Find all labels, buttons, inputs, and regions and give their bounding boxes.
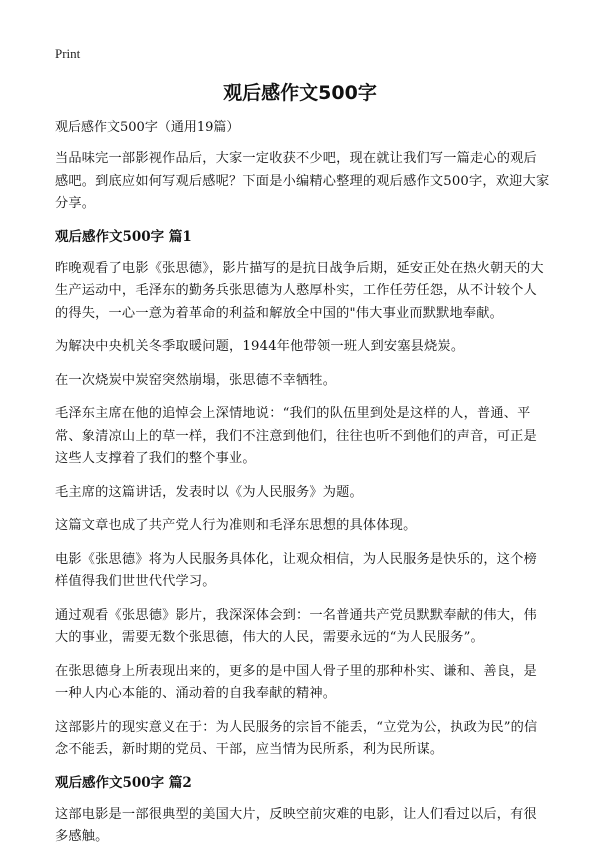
paragraph: 这部影片的现实意义在于：为人民服务的宗旨不能丢，“立党为公，执政为民”的信念不能丢，新时期的党员、干部，应当情为民所系，利为民所谋。 [55,719,538,757]
paragraph: 通过观看《张思德》影片，我深深体会到：一名普通共产党员默默奉献的伟大，伟大的事业，需要无数个张思德，伟大的人民，需要永远的“为人民服务”。 [55,607,537,645]
article-body [55,118,550,860]
paragraph: 电影《张思德》将为人民服务具体化，让观众相信，为人民服务是快乐的，这个榜样值得我们世世代代学习。 [55,551,537,589]
paragraph: 为解决中央机关冬季取暖问题，1944年他带领一班人到安塞县烧炭。 [55,339,465,354]
paragraph: 毛泽东主席在他的追悼会上深情地说：“我们的队伍里到处是这样的人，普通、平常、象清凉山上的草一样，我们不注意到他们，往往也听不到他们的声音，可正是这些人支撑着了我们的整个事业。 [55,406,537,466]
print-link[interactable]: Print [55,46,81,61]
page-title: 观后感作文500字 [223,82,377,104]
section-heading: 观后感作文500字 篇1 [55,228,192,245]
paragraph: 昨晚观看了电影《张思德》，影片描写的是抗日战争后期，延安正处在热火朝天的大生产运动中，毛泽东的勤务兵张思德为人憨厚朴实，工作任劳任怨，从不计较个人的得失，一心一意为着革命的利益和解放全中国的"伟大事业而默默地奉献。 [55,260,544,321]
article-subtitle: 观后感作文500字（通用19篇） [55,120,240,135]
paragraph: 这部电影是一部很典型的美国大片，反映空前灾难的电影，让人们看过以后，有很多感触。 [55,806,537,844]
section-heading: 观后感作文500字 篇2 [55,774,192,791]
paragraph: 这篇文章也成了共产党人行为准则和毛泽东思想的具体体现。 [55,518,417,533]
intro-paragraph: 当品味完一部影视作品后，大家一定收获不少吧，现在就让我们写一篇走心的观后感吧。到底应如何写观后感呢？下面是小编精心整理的观后感作文500字，欢迎大家分享。 [55,151,550,211]
paragraph: 毛主席的这篇讲话，发表时以《为人民服务》为题。 [55,484,363,500]
paragraph: 在张思德身上所表现出来的，更多的是中国人骨子里的那种朴实、谦和、善良，是一种人内心本能的、涌动着的自我奉献的精神。 [55,663,537,701]
paragraph: 在一次烧炭中炭窑突然崩塌，张思德不幸牺牲。 [55,372,337,388]
